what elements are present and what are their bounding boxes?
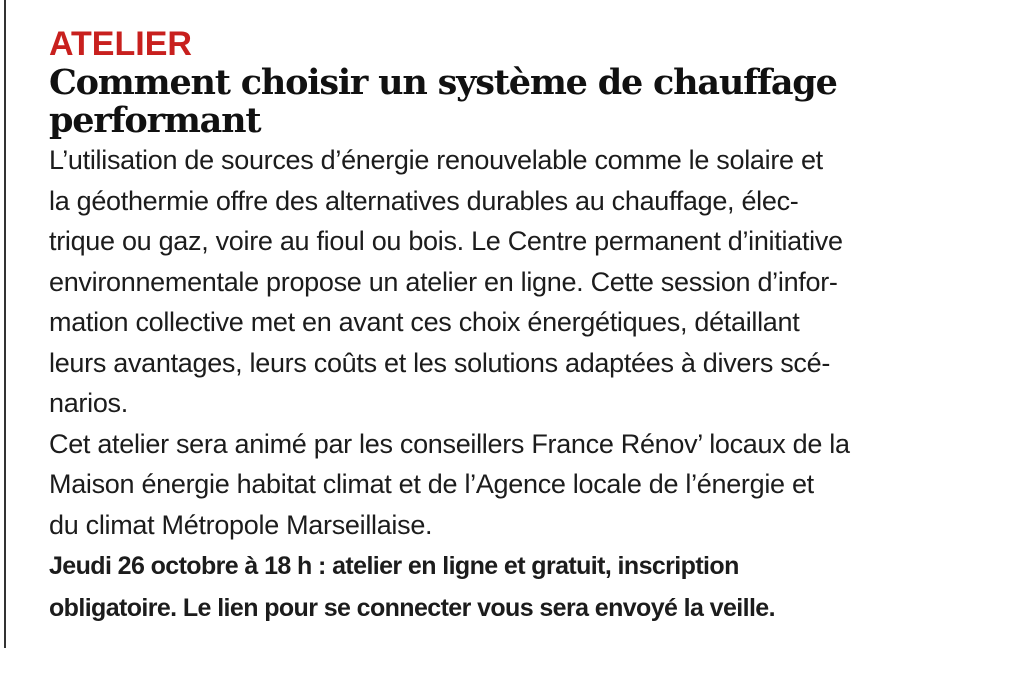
text-line: la géothermie offre des alternatives durables au chauffage, élec- [49,185,799,216]
text-line: narios. [49,388,128,418]
text-line: L’utilisation de sources d’énergie renouvelable comme le solaire et [49,145,823,175]
section-kicker: ATELIER [49,25,192,63]
headline-line: performant [49,100,261,141]
practical-info [49,545,999,629]
headline-line: Comment choisir un système de chauffage [49,62,837,103]
text-line: mation collective met en avant ces choix énergétiques, détaillant [49,307,800,337]
text-line: Maison énergie habitat climat et de l’Agence locale de l’énergie et [49,469,814,499]
text-line: trique ou gaz, voire au fioul ou bois. Le Centre permanent d’initiative [49,226,843,256]
article [49,24,999,629]
text-line: du climat Métropole Marseillaise. [49,509,433,540]
text-line: leurs avantages, leurs coûts et les solutions adaptées à divers scé- [49,347,831,378]
text-line: obligatoire. Le lien pour se connecter vous sera envoyé la veille. [49,594,775,622]
article-paragraph-organizers [49,424,999,546]
article-headline [49,64,999,140]
column-rule [4,0,6,648]
article-paragraph-intro [49,140,999,424]
text-line: Cet atelier sera animé par les conseillers France Rénov’ locaux de la [49,428,850,459]
text-line: environnementale propose un atelier en ligne. Cette session d’infor- [49,266,838,297]
text-line: Jeudi 26 octobre à 18 h : atelier en ligne et gratuit, inscription [49,552,739,580]
